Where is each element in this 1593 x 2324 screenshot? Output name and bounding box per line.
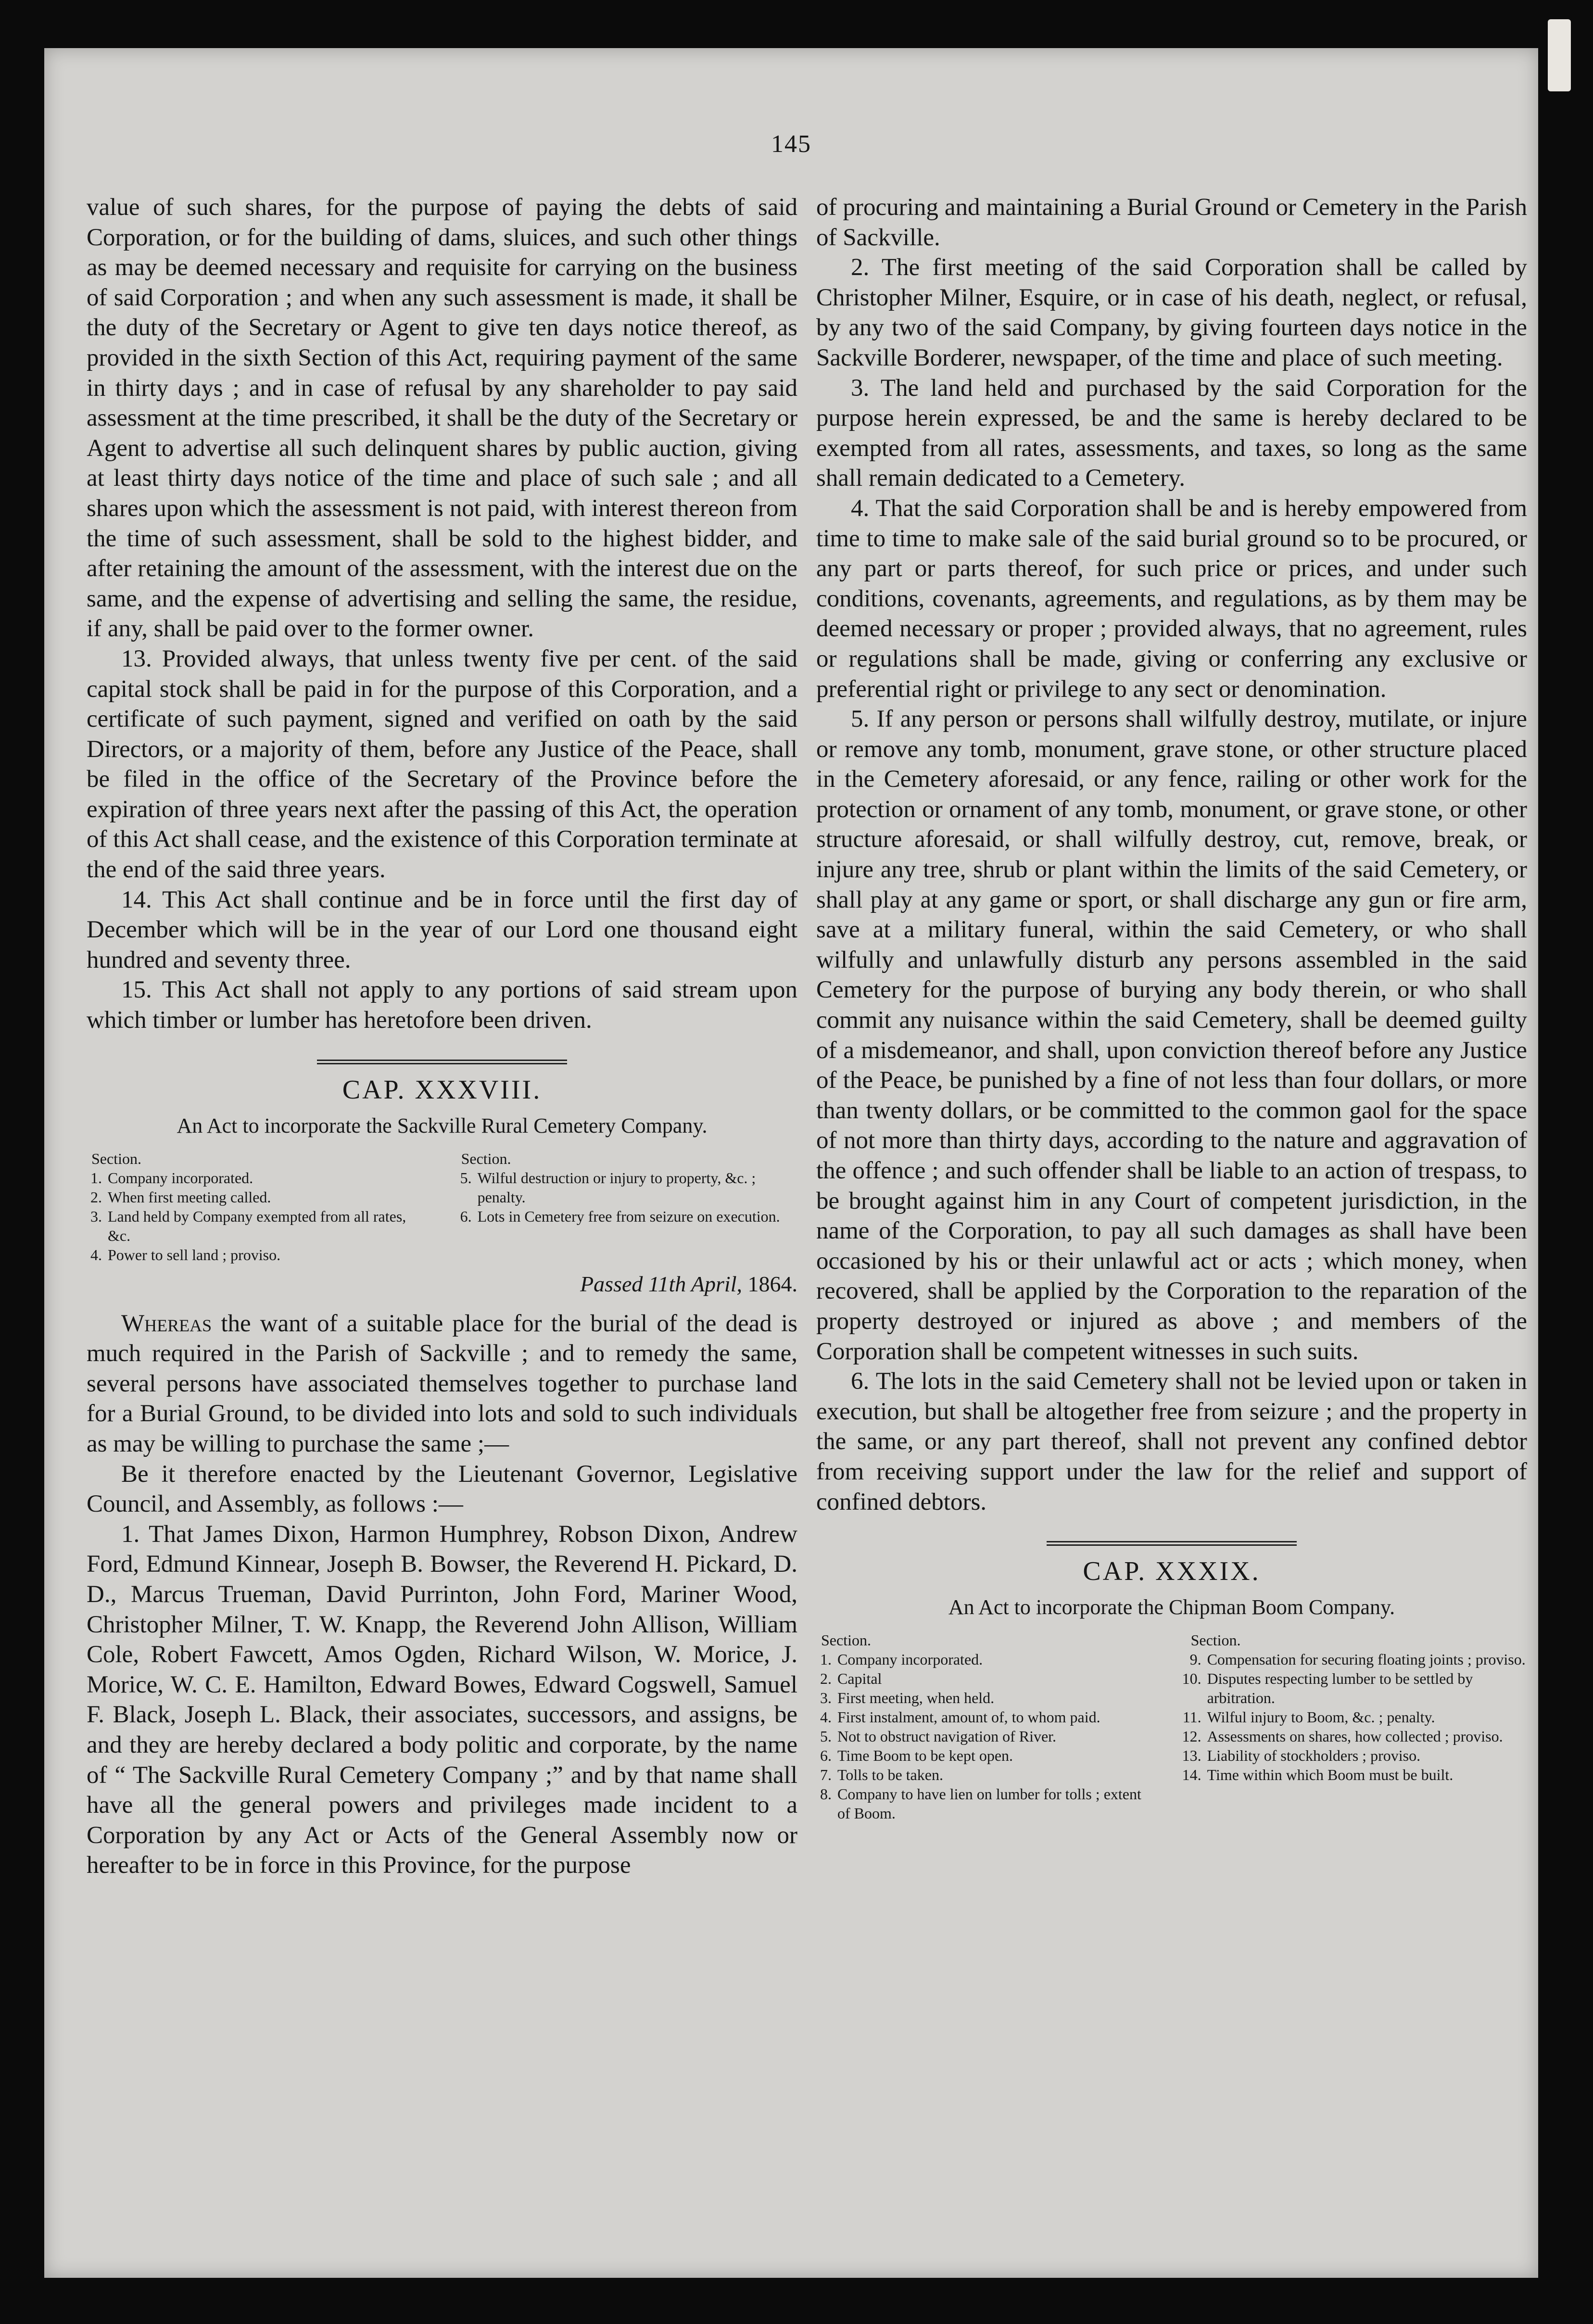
passed-label: Passed — [580, 1271, 643, 1296]
section-list-item: 1. Company incorporated. — [106, 1168, 428, 1187]
left-column — [87, 192, 797, 1881]
section-heading: Section. — [461, 1149, 511, 1167]
section-list-item: 2. When first meeting called. — [106, 1187, 428, 1207]
whereas-word: Whereas — [121, 1310, 212, 1337]
section-summary-cap-39 — [816, 1630, 1527, 1823]
preamble-text: the want of a suitable place for the burial of the dead is much required in the Parish of Sackville ; and to remedy the same, several persons have associated themselves together to purchase land for a Burial Ground, to be divided into lots and sold to such individuals as may be willing to purchase the same ;— — [87, 1310, 797, 1457]
page-number: 145 — [771, 130, 811, 158]
section-list-item: 10. Disputes respecting lumber to be settled by arbitration. — [1205, 1669, 1527, 1707]
section-list-item: 1. Company incorporated. — [835, 1650, 1157, 1669]
section-list — [1186, 1650, 1527, 1784]
section-4: 4. That the said Corporation shall be and is hereby empowered from time to time to make sale of the said burial ground so to be procured, or any part or parts thereof, for such price or prices, and under such conditions, covenants, agreements, and regulations, as by them may be deemed necessary or proper ; provided always, that no agreement, rules or regulations shall be made, giving or conferring any exclusive or preferential right or privilege to any sect or denomination. — [816, 494, 1527, 703]
enacting-clause: Be it therefore enacted by the Lieutenant Governor, Legislative Council, and Assembly, as follows :— — [87, 1460, 797, 1518]
passed-year: 1864. — [747, 1271, 797, 1296]
section-list-item: 12. Assessments on shares, how collected ; proviso. — [1205, 1727, 1527, 1746]
section-3: 3. The land held and purchased by the said Corporation for the purpose herein expressed, be and the same is hereby declared to be exempted from all rates, assessments, and taxes, so long as the same shall remain dedicated to a Cemetery. — [816, 374, 1527, 492]
section-15: 15. This Act shall not apply to any portions of said stream upon which timber or lumber has heretofore been driven. — [87, 976, 797, 1034]
section-list-item: 7. Tolls to be taken. — [835, 1765, 1157, 1784]
passed-day: 11th April, — [648, 1271, 742, 1296]
act-title-cap-39: An Act to incorporate the Chipman Boom Company. — [948, 1595, 1395, 1619]
document-page — [44, 48, 1538, 2278]
section-list — [456, 1168, 797, 1226]
section-list-item: 13. Liability of stockholders ; proviso. — [1205, 1746, 1527, 1765]
section-summary-left — [87, 1149, 428, 1264]
act-title-cap-38: An Act to incorporate the Sackville Rural Cemetery Company. — [177, 1113, 708, 1137]
binder-clip — [1548, 19, 1571, 91]
section-list — [816, 1650, 1157, 1823]
section-list-item: 14. Time within which Boom must be built. — [1205, 1765, 1527, 1784]
section-list-item: 6. Time Boom to be kept open. — [835, 1746, 1157, 1765]
section-list-item: 3. First meeting, when held. — [835, 1688, 1157, 1707]
paragraph-continued: of procuring and maintaining a Burial Ground or Cemetery in the Parish of Sackville. — [816, 194, 1527, 251]
section-6: 6. The lots in the said Cemetery shall not be levied upon or taken in execution, but shall be altogether free from seizure ; and the property in the same, or any part thereof, shall not prevent any confined debtor from receiving support under the law for the relief and support of confined debtors. — [816, 1368, 1527, 1516]
section-list-item: 6. Lots in Cemetery free from seizure on execution. — [476, 1207, 797, 1226]
section-14: 14. This Act shall continue and be in force until the first day of December which will be in the year of our Lord one thousand eight hundred and seventy three. — [87, 886, 797, 973]
section-list-item: 11. Wilful injury to Boom, &c. ; penalty. — [1205, 1707, 1527, 1727]
section-heading: Section. — [1190, 1631, 1241, 1649]
section-summary-left — [816, 1630, 1157, 1823]
section-list-item: 4. Power to sell land ; proviso. — [106, 1245, 428, 1264]
section-list-item: 9. Compensation for securing floating joints ; proviso. — [1205, 1650, 1527, 1669]
section-summary-cap-38 — [87, 1149, 797, 1264]
chapter-title-cap-38: CAP. XXXVIII. — [342, 1074, 542, 1105]
section-divider — [1047, 1541, 1297, 1546]
section-list-item: 5. Wilful destruction or injury to property, &c. ; penalty. — [476, 1168, 797, 1207]
section-5: 5. If any person or persons shall wilfully destroy, mutilate, or injure or remove any tomb, monument, grave stone, or other structure placed in the Cemetery aforesaid, or any fence, railing or other work for the protection or ornament of any tomb, monument, or grave stone, or other structure aforesaid, or shall wilfully destroy, cut, remove, break, or injure any tree, shrub or plant within the limits of the said Cemetery, or shall play at any game or sport, or shall discharge any gun or fire arm, save at a military funeral, within the said Cemetery, or who shall wilfully and unlawfully disturb any persons assembled in the said Cemetery for the purpose of burying any body therein, or who shall commit any nuisance within the said Cemetery, shall be deemed guilty of a misdemeanor, and shall, upon conviction thereof before any Justice of the Peace, be punished by a fine of not less than four dollars, or more than twenty dollars, or be committed to the common gaol for the space of not more than thirty days, according to the nature and aggravation of the offence ; and such offender shall be liable to an action of trespass, to be brought against him in any Court of competent jurisdiction, in the name of the Corporation, to pay all such damages as shall have been occasioned by his or their unlawful act or acts ; which money, when recovered, shall be applied by the Corporation to the reparation of the property destroyed or injured as above ; and members of the Corporation shall be competent witnesses in such suits. — [816, 706, 1527, 1365]
section-summary-right — [456, 1149, 797, 1264]
section-list-item: 2. Capital — [835, 1669, 1157, 1688]
section-list-item: 5. Not to obstruct navigation of River. — [835, 1727, 1157, 1746]
section-heading: Section. — [821, 1631, 871, 1649]
right-column — [816, 192, 1527, 1828]
section-2: 2. The first meeting of the said Corporation shall be called by Christopher Milner, Esquire, or in case of his death, neglect, or refusal, by any two of the said Company, by giving fourteen days notice in the Sackville Borderer, newspaper, of the time and place of such meeting. — [816, 254, 1527, 371]
section-list — [87, 1168, 428, 1264]
section-heading: Section. — [91, 1149, 141, 1167]
section-1: 1. That James Dixon, Harmon Humphrey, Robson Dixon, Andrew Ford, Edmund Kinnear, Joseph B. Bowser, the Reverend H. Pickard, D. D., Marcus Trueman, David Purrinton, John Ford, Mariner Wood, Christopher Milner, T. W. Knapp, the Reverend John Allison, William Cole, Robert Fawcett, Amos Ogden, Richard Wilson, W. Morice, J. Morice, W. C. E. Hamilton, Edward Bowes, Edward Cogswell, Samuel F. Black, Joseph L. Black, their associates, successors, and assigns, be and they are hereby declared a body politic and corporate, by the name of “ The Sackville Rural Cemetery Company ;” and by that name shall have all the general powers and privileges made incident to a Corporation by any Act or Acts of the General Assembly now or hereafter to be in force in this Province, for the purpose — [87, 1520, 797, 1879]
section-list-item: 4. First instalment, amount of, to whom paid. — [835, 1707, 1157, 1727]
section-divider — [317, 1060, 567, 1064]
preamble — [87, 1309, 797, 1459]
section-list-item: 8. Company to have lien on lumber for tolls ; extent of Boom. — [835, 1784, 1157, 1823]
paragraph-continued: value of such shares, for the purpose of paying the debts of said Corporation, or for the building of dams, sluices, and such other things as may be deemed necessary and requisite for carrying on the business of said Corporation ; and when any such assessment is made, it shall be the duty of the Secretary or Agent to give ten days notice thereof, as provided in the sixth Section of this Act, requiring payment of the same in thirty days ; and in case of refusal by any shareholder to pay said assessment at the time prescribed, it shall be the duty of the Secretary or Agent to advertise all such delinquent shares by public auction, giving at least thirty days notice of the time and place of such sale ; and all shares upon which the assessment is not paid, with interest thereon from the time of such assessment, shall be sold to the highest bidder, and after retaining the amount of the assessment, with the interest due on the same, and the expense of advertising and selling the same, the residue, if any, shall be paid over to the former owner. — [87, 194, 797, 643]
passed-date — [87, 1269, 797, 1299]
section-list-item: 3. Land held by Company exempted from all rates, &c. — [106, 1207, 428, 1245]
chapter-title-cap-39: CAP. XXXIX. — [1083, 1556, 1261, 1587]
section-13: 13. Provided always, that unless twenty five per cent. of the said capital stock shall be paid in for the purpose of this Corporation, and a certificate of such payment, signed and verified on oath by the said Directors, or a majority of them, before any Justice of the Peace, shall be filed in the office of the Secretary of the Province before the expiration of three years next after the passing of this Act, the operation of this Act shall cease, and the existence of this Corporation terminate at the end of the said three years. — [87, 645, 797, 884]
section-summary-right — [1186, 1630, 1527, 1823]
